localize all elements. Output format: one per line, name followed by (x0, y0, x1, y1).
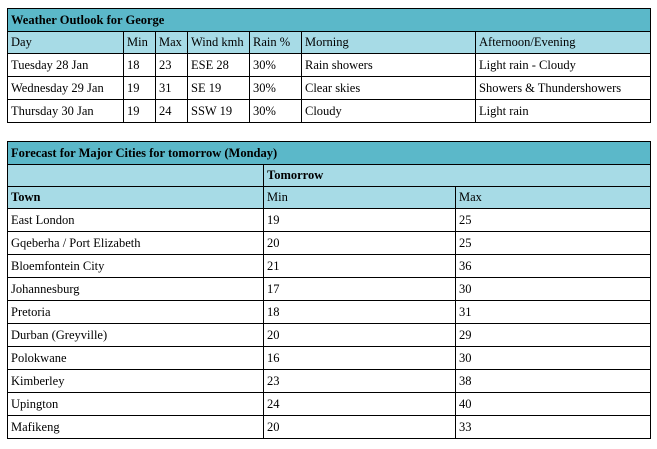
table-row (8, 209, 651, 232)
morning-cell: Rain showers (302, 54, 476, 77)
morning-cell: Cloudy (302, 100, 476, 123)
table-row (8, 77, 651, 100)
major-cities-forecast-table (7, 141, 651, 439)
header-day: Day (8, 32, 124, 54)
group-header-spacer (8, 165, 264, 187)
rain-cell: 30% (250, 77, 302, 100)
table-row (8, 393, 651, 416)
table-row (8, 347, 651, 370)
min-cell: 20 (264, 324, 456, 347)
table-row (8, 232, 651, 255)
town-cell: Durban (Greyville) (8, 324, 264, 347)
min-cell: 19 (124, 77, 156, 100)
header-min: Min (264, 187, 456, 209)
town-cell: Pretoria (8, 301, 264, 324)
town-cell: Polokwane (8, 347, 264, 370)
max-cell: 23 (156, 54, 188, 77)
table-row (8, 301, 651, 324)
george-table-title: Weather Outlook for George (8, 9, 651, 32)
table-row (8, 255, 651, 278)
afternoon-cell: Light rain (476, 100, 651, 123)
town-cell: Johannesburg (8, 278, 264, 301)
day-cell: Tuesday 28 Jan (8, 54, 124, 77)
header-max: Max (156, 32, 188, 54)
header-max: Max (456, 187, 651, 209)
cities-table-title: Forecast for Major Cities for tomorrow (Monday) (8, 142, 651, 165)
max-cell: 25 (456, 232, 651, 255)
town-cell: East London (8, 209, 264, 232)
table-row (8, 416, 651, 439)
min-cell: 21 (264, 255, 456, 278)
wind-cell: SE 19 (188, 77, 250, 100)
min-cell: 20 (264, 416, 456, 439)
min-cell: 19 (124, 100, 156, 123)
table-row (8, 100, 651, 123)
afternoon-cell: Showers & Thundershowers (476, 77, 651, 100)
afternoon-cell: Light rain - Cloudy (476, 54, 651, 77)
morning-cell: Clear skies (302, 77, 476, 100)
min-cell: 19 (264, 209, 456, 232)
min-cell: 18 (124, 54, 156, 77)
min-cell: 23 (264, 370, 456, 393)
max-cell: 24 (156, 100, 188, 123)
day-cell: Thursday 30 Jan (8, 100, 124, 123)
header-afternoon: Afternoon/Evening (476, 32, 651, 54)
group-header-tomorrow: Tomorrow (264, 165, 651, 187)
max-cell: 33 (456, 416, 651, 439)
min-cell: 17 (264, 278, 456, 301)
header-rain: Rain % (250, 32, 302, 54)
day-cell: Wednesday 29 Jan (8, 77, 124, 100)
table-row (8, 370, 651, 393)
rain-cell: 30% (250, 54, 302, 77)
wind-cell: SSW 19 (188, 100, 250, 123)
max-cell: 31 (456, 301, 651, 324)
min-cell: 18 (264, 301, 456, 324)
header-min: Min (124, 32, 156, 54)
max-cell: 29 (456, 324, 651, 347)
max-cell: 30 (456, 278, 651, 301)
header-town: Town (8, 187, 264, 209)
max-cell: 40 (456, 393, 651, 416)
town-cell: Mafikeng (8, 416, 264, 439)
town-cell: Gqeberha / Port Elizabeth (8, 232, 264, 255)
max-cell: 31 (156, 77, 188, 100)
min-cell: 20 (264, 232, 456, 255)
max-cell: 36 (456, 255, 651, 278)
header-morning: Morning (302, 32, 476, 54)
min-cell: 16 (264, 347, 456, 370)
town-cell: Bloemfontein City (8, 255, 264, 278)
max-cell: 38 (456, 370, 651, 393)
header-wind: Wind kmh (188, 32, 250, 54)
rain-cell: 30% (250, 100, 302, 123)
min-cell: 24 (264, 393, 456, 416)
wind-cell: ESE 28 (188, 54, 250, 77)
table-row (8, 278, 651, 301)
max-cell: 25 (456, 209, 651, 232)
max-cell: 30 (456, 347, 651, 370)
george-outlook-table (7, 8, 651, 123)
table-row (8, 324, 651, 347)
table-row (8, 54, 651, 77)
town-cell: Upington (8, 393, 264, 416)
town-cell: Kimberley (8, 370, 264, 393)
